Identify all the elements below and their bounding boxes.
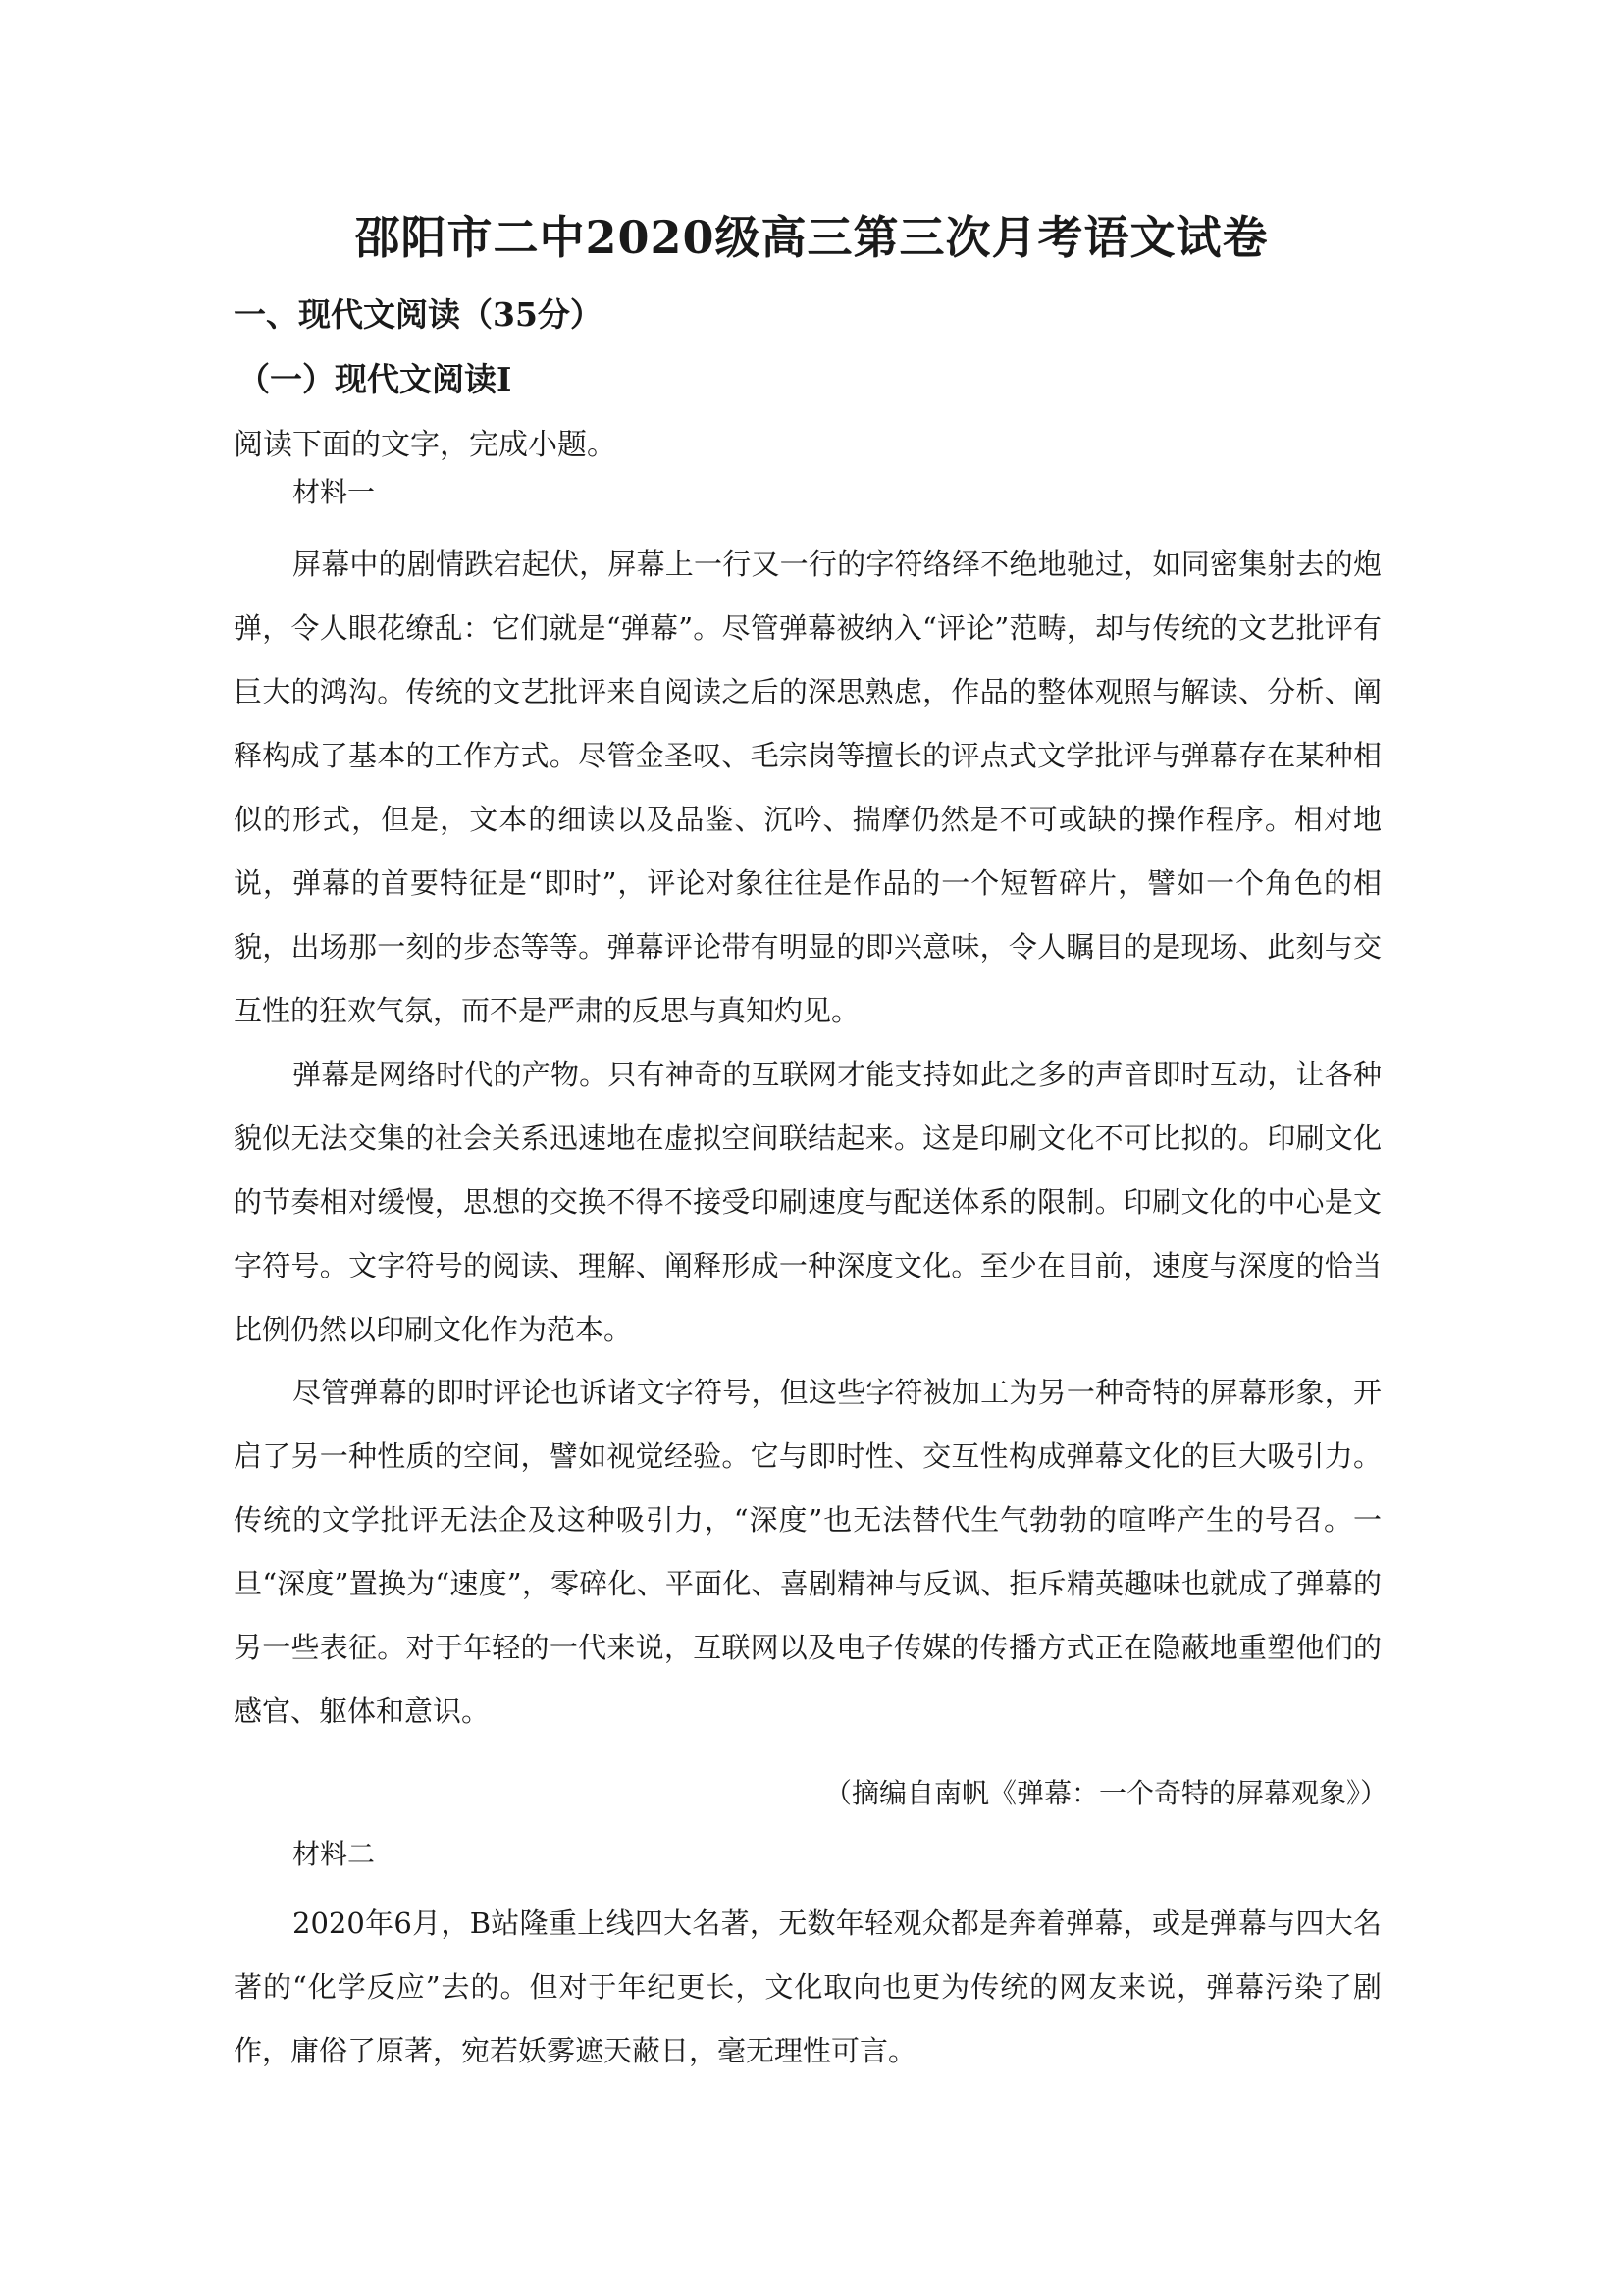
reading-instruction: 阅读下面的文字，完成小题。 <box>234 428 616 462</box>
material-1-paragraph-1: 屏幕中的剧情跌宕起伏，屏幕上一行又一行的字符络绎不绝地驰过，如同密集射去的炮弹，令人眼花缭乱：它们就是“弹幕”。尽管弹幕被纳入“评论”范畴，却与传统的文艺批评有巨大的鸿沟。传统的文艺批评来自阅读之后的深思熟虑，作品的整体观照与解读、分析、阐释构成了基本的工作方式。尽管金圣叹、毛宗岗等擅长的评点式文学批评与弹幕存在某种相似的形式，但是，文本的细读以及品鉴、沉吟、揣摩仍然是不可或缺的操作程序。相对地说，弹幕的首要特征是“即时”，评论对象往往是作品的一个短暂碎片，譬如一个角色的相貌，出场那一刻的步态等等。弹幕评论带有明显的即兴意味，令人瞩目的是现场、此刻与交互性的狂欢气氛，而不是严肃的反思与真知灼见。 <box>234 548 1382 1027</box>
material-1-paragraph-2: 弹幕是网络时代的产物。只有神奇的互联网才能支持如此之多的声音即时互动，让各种貌似无法交集的社会关系迅速地在虚拟空间联结起来。这是印刷文化不可比拟的。印刷文化的节奏相对缓慢，思想的交换不得不接受印刷速度与配送体系的限制。印刷文化的中心是文字符号。文字符号的阅读、理解、阐释形成一种深度文化。至少在目前，速度与深度的恰当比例仍然以印刷文化作为范本。 <box>234 1058 1382 1346</box>
material-2-paragraph-1: 2020年6月，B站隆重上线四大名著，无数年轻观众都是奔着弹幕，或是弹幕与四大名著的“化学反应”去的。但对于年纪更长，文化取向也更为传统的网友来说，弹幕污染了剧作，庸俗了原著，宛若妖雾遮天蔽日，毫无理性可言。 <box>234 1906 1382 2067</box>
material-2-label: 材料二 <box>292 1838 376 1870</box>
subsection-heading: （一）现代文阅读Ⅰ <box>237 360 512 398</box>
material-1-label: 材料一 <box>292 476 376 508</box>
material-1-source: （摘编自南帆《弹幕：一个奇特的屏幕观象》） <box>823 1777 1387 1809</box>
material-1-paragraph-3: 尽管弹幕的即时评论也诉诸文字符号，但这些字符被加工为另一种奇特的屏幕形象，开启了另一种性质的空间，譬如视觉经验。它与即时性、交互性构成弹幕文化的巨大吸引力。传统的文学批评无法企及这种吸引力，“深度”也无法替代生气勃勃的喧哗产生的号召。一旦“深度”置换为“速度”，零碎化、平面化、喜剧精神与反讽、拒斥精英趣味也就成了弹幕的另一些表征。对于年轻的一代来说，互联网以及电子传媒的传播方式正在隐蔽地重塑他们的感官、躯体和意识。 <box>234 1376 1382 1728</box>
exam-title: 邵阳市二中2020级高三第三次月考语文试卷 <box>354 211 1269 264</box>
section-heading: 一、现代文阅读（35分） <box>234 295 602 334</box>
